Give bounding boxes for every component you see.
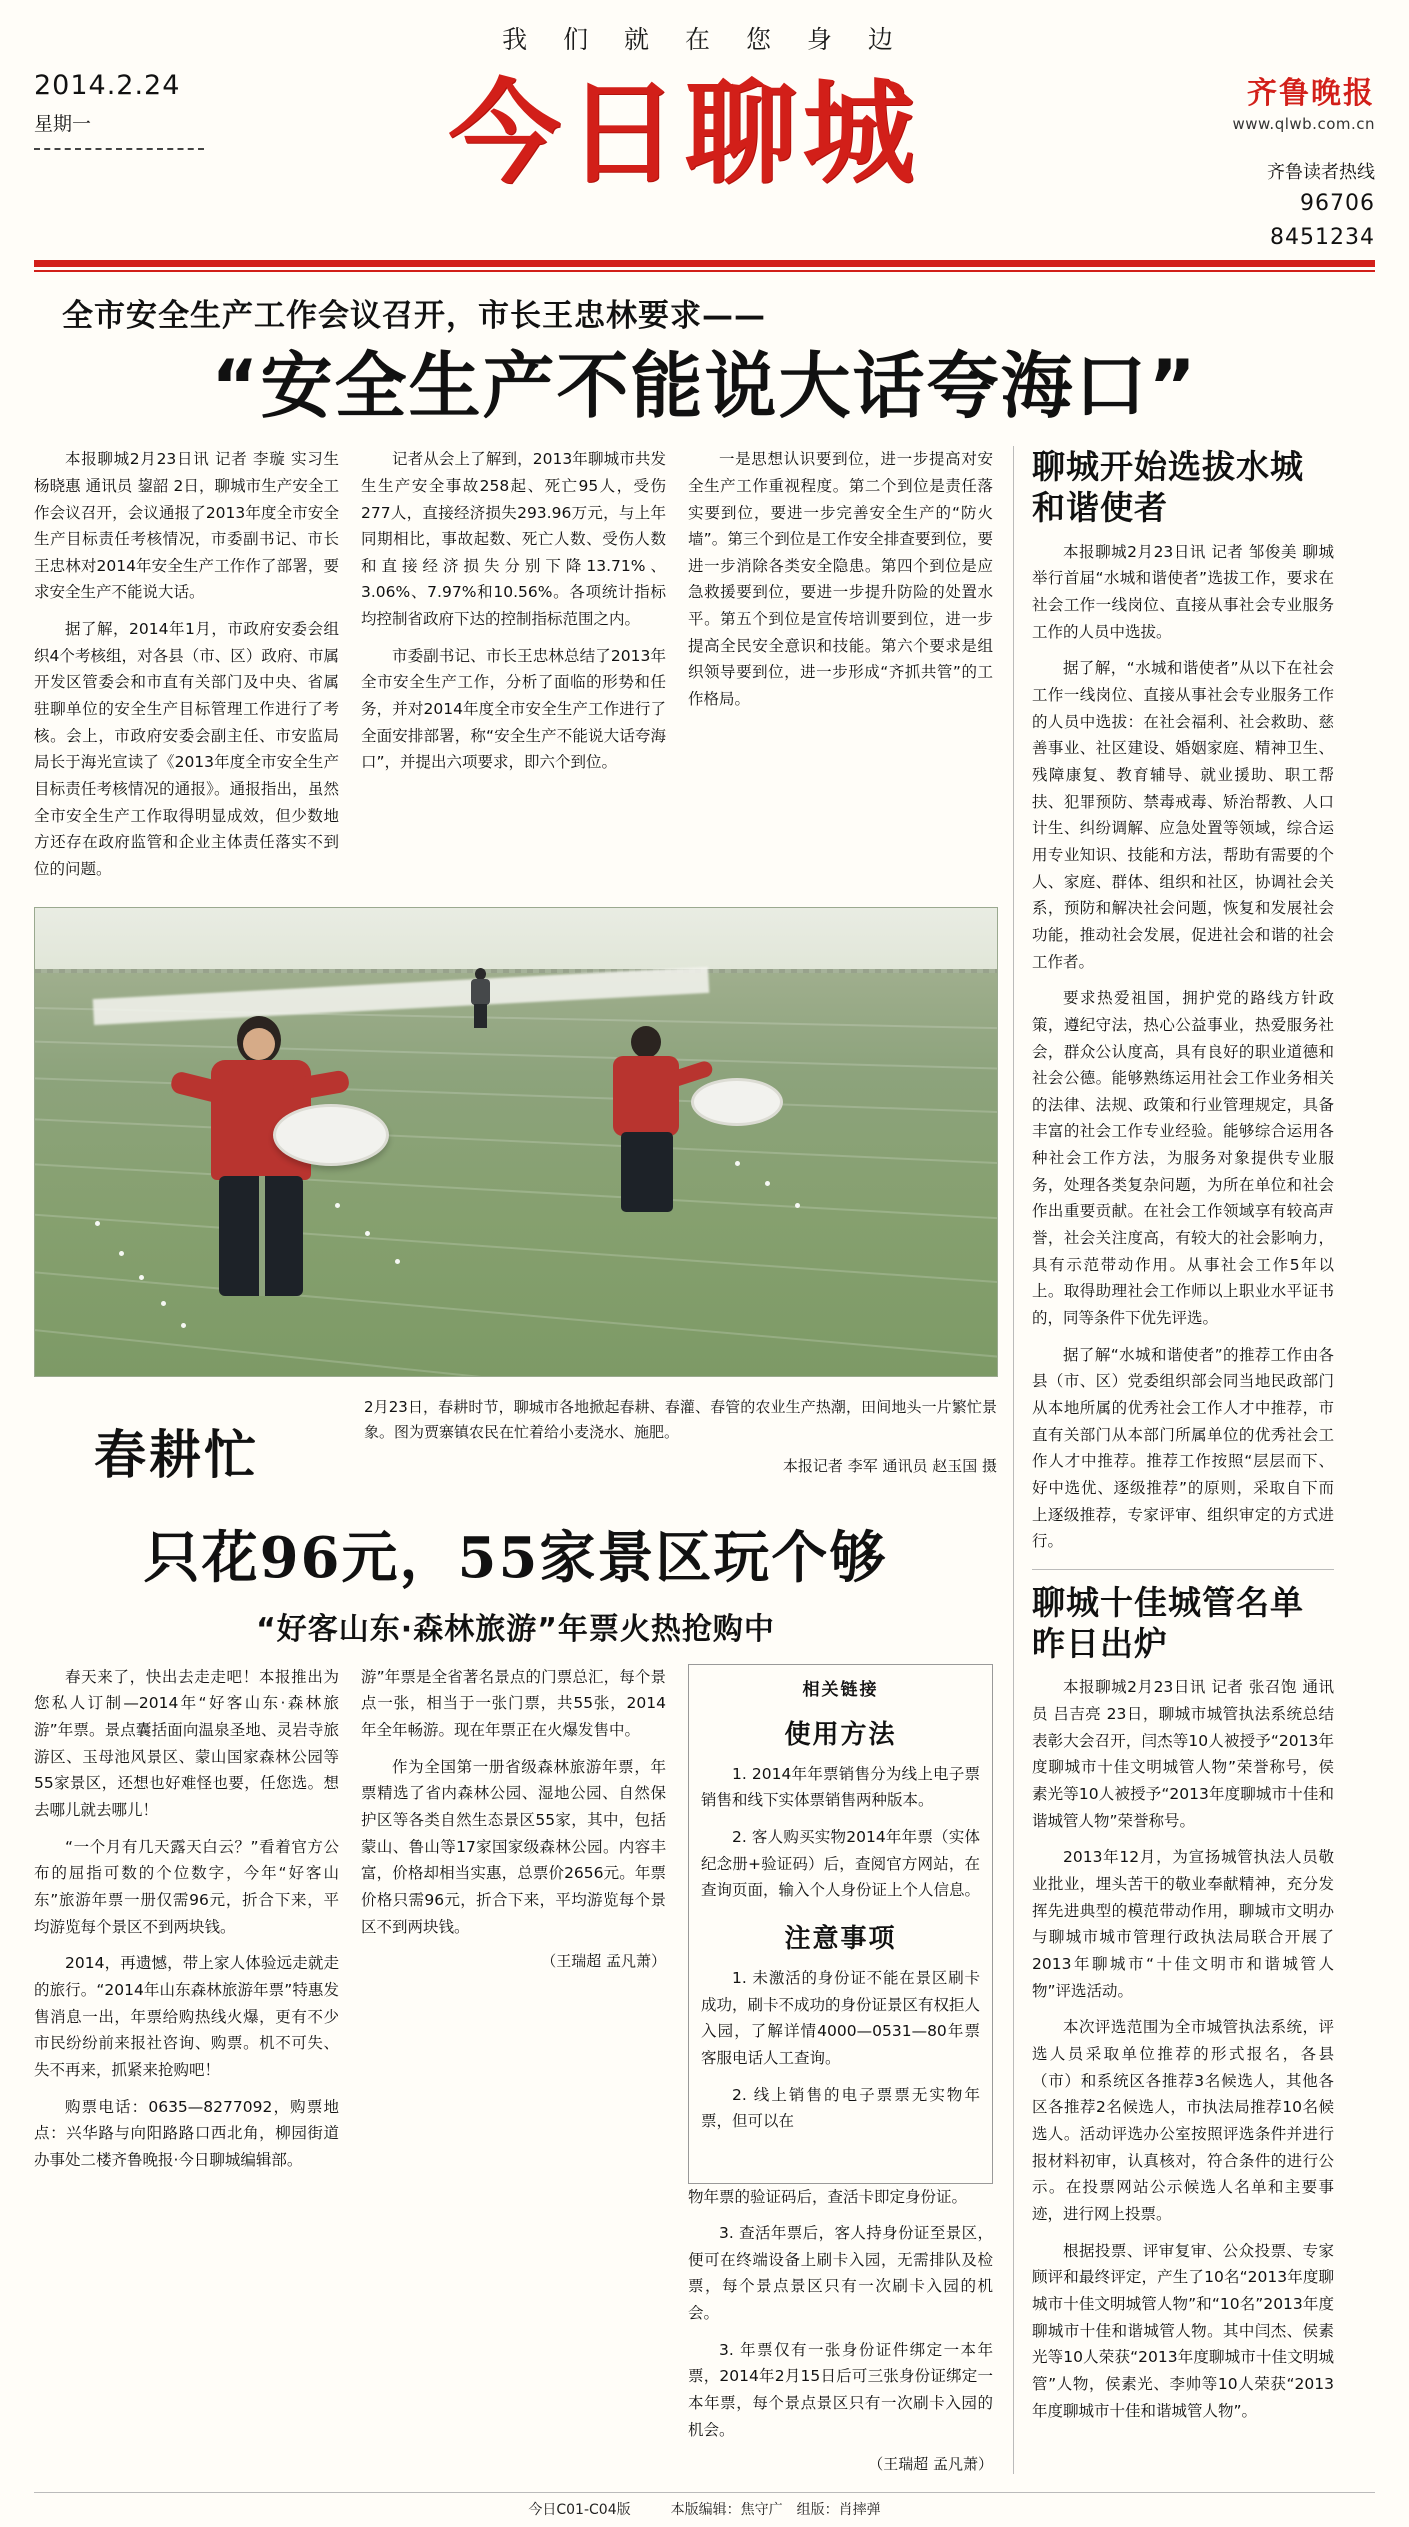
lead-col-2 bbox=[361, 446, 666, 893]
page-slogan: 我 们 就 在 您 身 边 bbox=[502, 25, 907, 54]
lead-col-1 bbox=[34, 446, 339, 893]
second-paragraph: 2014，再遗憾，带上家人体验远走就走的旅行。“2014年山东森林旅游年票”特惠发售消息一出，年票给购热线火爆，更有不少市民纷纷前来报社咨询、购票。机不可失、失不再来，抓紧来抢购吧！ bbox=[34, 1954, 339, 2079]
second-paragraph: “一个月有几天露天白云？”看着官方公布的屈指可数的个位数字，今年“好客山东”旅游年票一册仅需96元，折合下来，平均游览每个景区不到两块钱。 bbox=[34, 1837, 339, 1936]
spring-farming-photo bbox=[34, 907, 998, 1377]
lead-paragraph: 本报聊城2月23日讯 记者 李璇 实习生 杨晓惠 通讯员 鋆韶 2日，聊城市生产安全工作会议召开，会议通报了2013年度全市安全生产目标责任考核情况，市委副书记、市长王忠林对2014年安全生产工作作了部署，要求安全生产不能说大话。 bbox=[34, 450, 339, 602]
photo-title: 春耕忙 bbox=[94, 1424, 260, 1486]
second-col-6 bbox=[688, 2184, 993, 2475]
notice-item: 2. 线上销售的电子票票无实物年票，但可以在 bbox=[701, 2085, 980, 2131]
sidebar-headline-1: 聊城开始选拔水城和谐使者 bbox=[1032, 447, 1304, 528]
second-paragraph: 购票电话：0635—8277092，购票地点：兴华路与向阳路路口西北角，柳园街道办事处二楼齐鲁晚报·今日聊城编辑部。 bbox=[34, 2097, 339, 2169]
photo-block bbox=[34, 907, 997, 1488]
second-paragraph: 游”年票是全省著名景点的门票总汇，每个景点一张，相当于一张门票，共55张，2014年全年畅游。现在年票正在火爆发售中。 bbox=[361, 1667, 666, 1739]
page-footer bbox=[34, 2492, 1375, 2519]
second-col-1 bbox=[34, 1664, 339, 2184]
notice-item: 1. 未激活的身份证不能在景区刷卡成功，刷卡不成功的身份证景区有权拒人入园，了解详情4000—0531—80年票客服电话人工查询。 bbox=[701, 1968, 981, 2067]
masthead-red-bar bbox=[34, 260, 1375, 267]
lead-kicker: 全市安全生产工作会议召开，市长王忠林要求—— bbox=[62, 298, 766, 334]
sidebar-column bbox=[1014, 446, 1334, 2474]
second-col1-sign: （王瑞超 孟凡萧） bbox=[541, 1952, 666, 1971]
lead-paragraph: 据了解，2014年1月，市政府安委会组织4个考核组，对各县（市、区）政府、市属开发区管委会和市直有关部门及中央、省属驻聊单位的安全生产目标管理工作进行了考核。会上，市政府安委会副主任、市安监局局长于海光宣读了《2013年度全市安全生产目标责任考核情况的通报》。通报指出，虽然全市安全生产工作取得明显成效，但少数地方还存在政府监管和企业主体责任落实不到位的问题。 bbox=[34, 620, 339, 879]
sidebar-paragraph: 本次评选范围为全市城管执法系统，评选人员采取单位推荐的形式报名，各县（市）和系统区各推荐3名候选人，其他各区各推荐2名候选人，市执法局推荐10名候选人。活动评选办公室按照评选条件并进行报材料初审，认真核对，符合条件的进行公示。在投票网站公示候选人名单和主要事迹，进行网上投票。 bbox=[1032, 2018, 1334, 2223]
second-paragraph: 作为全国第一册省级森林旅游年票，年票精选了省内森林公园、湿地公园、自然保护区等各类自然生态景区55家，其中，包括蒙山、鲁山等17家国家级森林公园。内容丰富，价格却相当实惠，总票价2656元。年票价格只需96元，折合下来，平均游览每个景区不到两块钱。 bbox=[361, 1757, 666, 1936]
masthead-thin-bar bbox=[34, 270, 1375, 272]
footer-pages: 今日C01-C04版 bbox=[528, 2502, 631, 2519]
sidebar-paragraph: 2013年12月，为宣扬城管执法人员敬业批业，埋头苦干的敬业奉献精神，充分发挥先进典型的模范带动作用，聊城市文明办与聊城市城市管理行政执法局联合开展了2013年聊城市“十佳文明市和谐城管人物”评选活动。 bbox=[1032, 1848, 1334, 2000]
second-col-4 bbox=[34, 2184, 339, 2475]
masthead-left bbox=[34, 64, 284, 150]
second-col-5 bbox=[361, 2184, 666, 2475]
masthead bbox=[34, 58, 1375, 254]
related-links-box bbox=[688, 1664, 993, 2184]
lead-headline: “安全生产不能说大话夸海口” bbox=[211, 344, 1198, 428]
photo-caption-row bbox=[34, 1389, 997, 1488]
hotline-label: 齐鲁读者热线 bbox=[1267, 162, 1375, 183]
usage-item: 2. 客人购买实物2014年年票（实体纪念册+验证码）后，查阅官方网站，在查询页面，输入个人身份证上个人信息。 bbox=[701, 1828, 981, 1900]
sidebar-divider bbox=[1032, 1569, 1334, 1570]
photo-distant-person bbox=[467, 968, 493, 1028]
second-paragraph: 春天来了，快出去走走吧！本报推出为您私人订制—2014年“好客山东·森林旅游”年票。景点囊括面向温泉圣地、灵岩寺旅游区、玉母池风景区、蒙山国家森林公园等55家景区，还想也好难怪也要，任您选。想去哪儿就去哪儿！ bbox=[34, 1667, 339, 1819]
lead-paragraph: 市委副书记、市长王忠林总结了2013年全市安全生产工作，分析了面临的形势和任务，并对2014年度全市安全生产工作进行了全面安排部署，称“安全生产不能说大话夸海口”，并提出六项要求，即六个到位。 bbox=[361, 646, 666, 772]
masthead-center bbox=[284, 64, 1085, 199]
second-col-2 bbox=[361, 1664, 666, 2184]
sidebar-paragraph: 本报聊城2月23日讯 记者 邹俊美 聊城举行首届“水城和谐使者”选拔工作，要求在社会工作一线岗位、直接从事社会专业服务工作的人员中选拔。 bbox=[1032, 542, 1334, 641]
sidebar-paragraph: 据了解，“水城和谐使者”从以下在社会工作一线岗位、直接从事社会专业服务工作的人员中选拔：在社会福利、社会救助、慈善事业、社区建设、婚姻家庭、精神卫生、残障康复、教育辅导、就业援助、职工帮扶、犯罪预防、禁毒戒毒、矫治帮教、人口计生、纠纷调解、应急处置等领域，综合运用专业知识、技能和方法，帮助有需要的个人、家庭、群体、组织和社区，协调社会关系，预防和解决社会问题，恢复和发展社会功能，推动社会发展，促进社会和谐的社会工作者。 bbox=[1032, 659, 1334, 971]
second-subheadline: “好客山东·森林旅游”年票火热抢购中 bbox=[256, 1611, 775, 1647]
usage-title: 使用方法 bbox=[784, 1719, 897, 1750]
lead-paragraph: 记者从会上了解到，2013年聊城市共发生生产安全事故258起、死亡95人，受伤277人，直接经济损失293.96万元，与上年同期相比，事故起数、死亡人数、受伤人数和直接经济损失分别下降13.71%、3.06%、7.97%和10.56%。各项统计指标均控制省政府下达的控制指标范围之内。 bbox=[361, 450, 666, 629]
sidebar-headline-2: 聊城十佳城管名单昨日出炉 bbox=[1032, 1582, 1304, 1664]
newspaper-title: 今日聊城 bbox=[448, 68, 921, 199]
publication-weekday: 星期一 bbox=[34, 113, 92, 135]
usage-item: 1. 2014年年票销售分为线上电子票销售和线下实体票销售两种版本。 bbox=[701, 1764, 980, 1810]
hotline-block bbox=[1085, 159, 1375, 255]
publisher-logo: 齐鲁晚报 bbox=[1247, 76, 1375, 111]
lead-paragraph: 一是思想认识要到位，进一步提高对安全生产工作重视程度。第二个到位是责任落实要到位，要进一步完善安全生产的“防火墙”。第三个到位是工作安全排查要到位，要进一步消除各类安全隐患。第四个到位是应急救援要到位，要进一步提升防险的处置水平。第五个到位是宣传培训要到位，进一步提高全民安全意识和技能。第六个要求是组织领导要到位，进一步形成“齐抓共管”的工作格局。 bbox=[688, 450, 993, 709]
masthead-right bbox=[1085, 64, 1375, 255]
usage-item: 3. 查活年票后，客人持身份证至景区，便可在终端设备上刷卡入园，无需排队及检票，每个景点景区只有一次刷卡入园的机会。 bbox=[688, 2224, 993, 2323]
notice-item: 3. 年票仅有一张身份证件绑定一本年票，2014年2月15日后可三张身份证绑定一本年票，每个景点景区只有一次刷卡入园的机会。 bbox=[688, 2340, 993, 2439]
sidebar-paragraph: 据了解“水城和谐使者”的推荐工作由各县（市、区）党委组织部会同当地民政部门从本地所属的优秀社会工作人才中推荐，市直有关部门从本部门所属单位的优秀社会工作人才中推荐。推荐工作按照“层层而下、好中选优、逐级推荐”的原则，采取自下而上逐级推荐，专家评审、组织审定的方式进行。 bbox=[1032, 1345, 1334, 1551]
sidebar-paragraph: 本报聊城2月23日讯 记者 张召饱 通讯员 吕吉亮 23日，聊城市城管执法系统总结表彰大会召开，闫杰等10人被授予“2013年度聊城市十佳文明城管人物”荣誉称号，侯素光等10人被授予“2013年度聊城市十佳和谐城管人物”荣誉称号。 bbox=[1032, 1678, 1334, 1830]
second-headline: 只花96元，55家景区玩个够 bbox=[143, 1524, 888, 1591]
hotline-number-2: 8451234 bbox=[1270, 224, 1375, 250]
photo-field bbox=[35, 973, 997, 1375]
notice-title: 注意事项 bbox=[784, 1923, 897, 1954]
second-col3-sign: （王瑞超 孟凡萧） bbox=[868, 2455, 993, 2474]
second-article-continued bbox=[34, 2184, 997, 2475]
masthead-rule bbox=[34, 148, 204, 150]
usage-item: 物年票的验证码后，查活卡即定身份证。 bbox=[688, 2187, 968, 2206]
photo-farmer-front bbox=[185, 1016, 335, 1316]
photo-caption bbox=[364, 1389, 997, 1480]
publisher-url[interactable]: www.qlwb.com.cn bbox=[1232, 115, 1375, 133]
hotline-number-1: 96706 bbox=[1300, 190, 1375, 216]
related-links-title: 相关链接 bbox=[802, 1679, 879, 1700]
photo-credit: 本报记者 李军 通讯员 赵玉国 摄 bbox=[782, 1456, 997, 1475]
page-content bbox=[34, 446, 1375, 2474]
sidebar-paragraph: 根据投票、评审复审、公众投票、专家顾评和最终评定，产生了10名“2013年度聊城市十佳文明城管人物”和“10名”2013年度聊城市十佳和谐城管人物。其中闫杰、侯素光等10人荣获“2013年度聊城市十佳文明城管”人物，侯素光、李帅等10人荣获“2013年度聊城市十佳和谐城管人物”。 bbox=[1032, 2241, 1334, 2420]
lead-article-columns bbox=[34, 446, 997, 893]
publication-date: 2014.2.24 bbox=[34, 70, 181, 101]
sidebar-paragraph: 要求热爱祖国，拥护党的路线方针政策，遵纪守法，热心公益事业，热爱服务社会，群众公认度高，具有良好的职业道德和社会公德。能够熟练运用社会工作业务相关的法律、法规、政策和行业管理规定，具备丰富的社会工作专业经验。能够综合运用各种社会工作方法，为服务对象提供专业服务，处理各类复杂问题，为所在单位和社会作出重要贡献。在社会工作领域享有较高声誉，社会关注度高，有较大的社会影响力，具有示范带动作用。从事社会工作5年以上。取得助理社会工作师以上职业水平证书的，同等条件下优先评选。 bbox=[1032, 989, 1334, 1328]
lead-col-3 bbox=[688, 446, 993, 893]
second-article-columns bbox=[34, 1664, 997, 2184]
footer-editor: 本版编辑：焦守广 组版：肖摔弹 bbox=[670, 2502, 881, 2519]
main-column bbox=[34, 446, 1014, 2474]
photo-caption-text: 2月23日，春耕时节，聊城市各地掀起春耕、春灌、春管的农业生产热潮，田间地头一片繁忙景象。图为贾寨镇农民在忙着给小麦浇水、施肥。 bbox=[364, 1397, 997, 1442]
photo-farmer-right bbox=[595, 1026, 695, 1226]
